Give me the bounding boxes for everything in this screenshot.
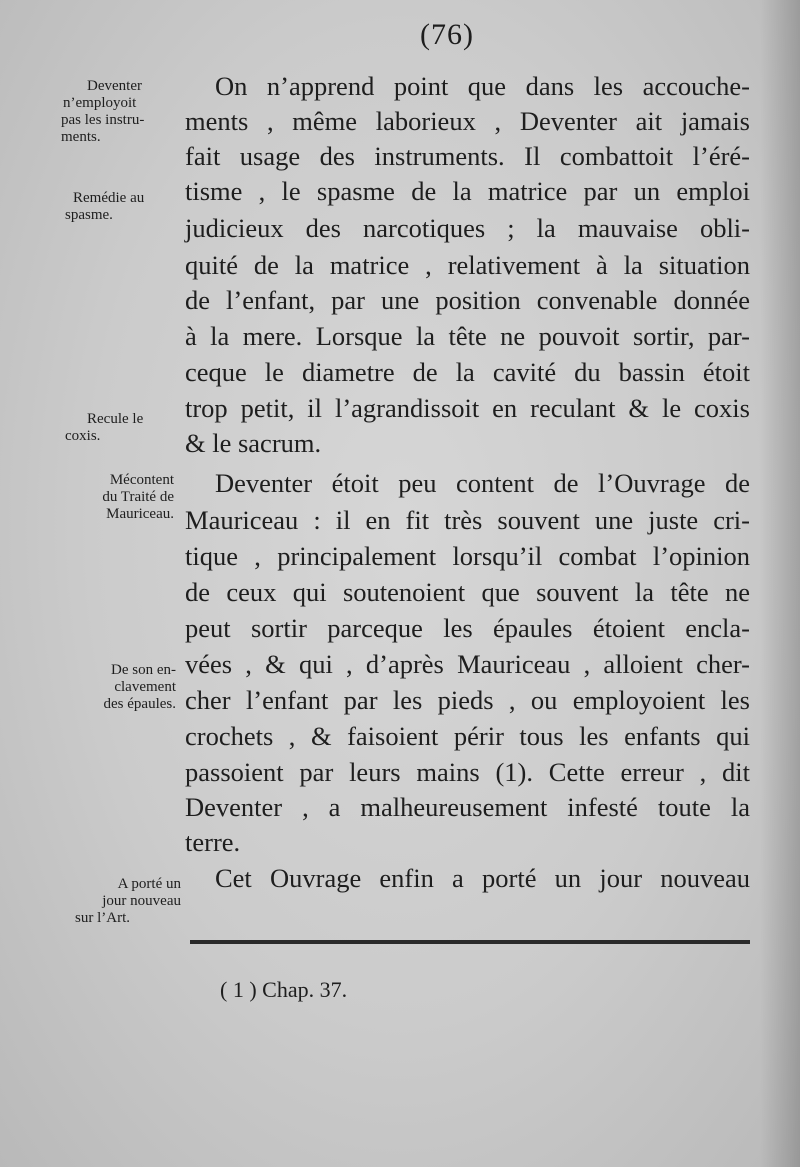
body-line: Mauriceau : il en fit très souvent une juste cri- (185, 505, 750, 535)
footnote: ( 1 ) Chap. 37. (220, 977, 348, 1002)
body-line: peut sortir parceque les épaules étoient encla- (185, 613, 750, 643)
body-line: On n’apprend point que dans les accouche- (215, 71, 750, 101)
margin-note-line: De son en- (111, 662, 176, 678)
margin-note-line: Mauriceau. (106, 506, 174, 522)
body-line: à la mere. Lorsque la tête ne pouvoit sortir, par- (185, 321, 750, 351)
margin-note-line: spasme. (65, 207, 113, 223)
body-line: passoient par leurs mains (1). Cette erreur , dit (185, 757, 750, 787)
margin-note-line: coxis. (65, 428, 101, 444)
footnote-rule (190, 940, 750, 944)
body-line: Cet Ouvrage enfin a porté un jour nouveau (215, 863, 750, 893)
margin-note-line: clavement (114, 679, 176, 695)
margin-note-line: jour nouveau (102, 893, 181, 909)
body-line: terre. (185, 827, 241, 857)
body-line: judicieux des narcotiques ; la mauvaise obli- (185, 213, 750, 243)
body-line: Deventer , a malheureusement infesté toute la (185, 792, 750, 822)
margin-note-line: Mécontent (109, 472, 174, 488)
margin-note-line: du Traité de (102, 489, 174, 505)
body-line: & le sacrum. (185, 428, 322, 458)
margin-note-coxis (65, 411, 144, 445)
body-line: fait usage des instruments. Il combattoit l’éré- (185, 141, 750, 171)
body-line: Deventer étoit peu content de l’Ouvrage de (215, 468, 750, 498)
body-line: ceque le diametre de la cavité du bassin étoit (185, 357, 750, 387)
margin-note-line: des épaules. (103, 696, 176, 712)
margin-note-line: sur l’Art. (75, 910, 130, 926)
body-line: vées , & qui , d’après Mauriceau , alloient cher- (185, 649, 750, 679)
body-line: tisme , le spasme de la matrice par un emploi (185, 176, 750, 206)
margin-note-line: A porté un (117, 876, 181, 892)
margin-note-mauriceau (62, 472, 174, 523)
margin-note-deventer (61, 78, 145, 146)
body-line: cher l’enfant par les pieds , ou employoient les (185, 685, 750, 715)
body-line: de l’enfant, par une position convenable donnée (185, 285, 750, 315)
margin-note-line: Remédie au (73, 190, 145, 206)
page-edge-shadow (760, 0, 800, 1167)
margin-note-line: pas les instru- (61, 112, 145, 128)
margin-note-line: ments. (61, 129, 101, 145)
body-line: trop petit, il l’agrandissoit en reculant & le coxis (185, 393, 750, 423)
page-number: (76) (420, 18, 474, 51)
margin-note-art (75, 876, 181, 927)
margin-note-spasme (65, 190, 145, 224)
margin-note-line: n’employoit (63, 95, 137, 111)
margin-note-line: Deventer (87, 78, 142, 94)
body-line: quité de la matrice , relativement à la situation (185, 250, 750, 280)
margin-note-line: Recule le (87, 411, 144, 427)
body-line: crochets , & faisoient périr tous les enfants qui (185, 721, 750, 751)
body-line: tique , principalement lorsqu’il combat l’opinion (185, 541, 750, 571)
margin-note-enclavement (62, 662, 176, 713)
body-line: de ceux qui soutenoient que souvent la tête ne (185, 577, 750, 607)
body-line: ments , même laborieux , Deventer ait jamais (185, 106, 750, 136)
